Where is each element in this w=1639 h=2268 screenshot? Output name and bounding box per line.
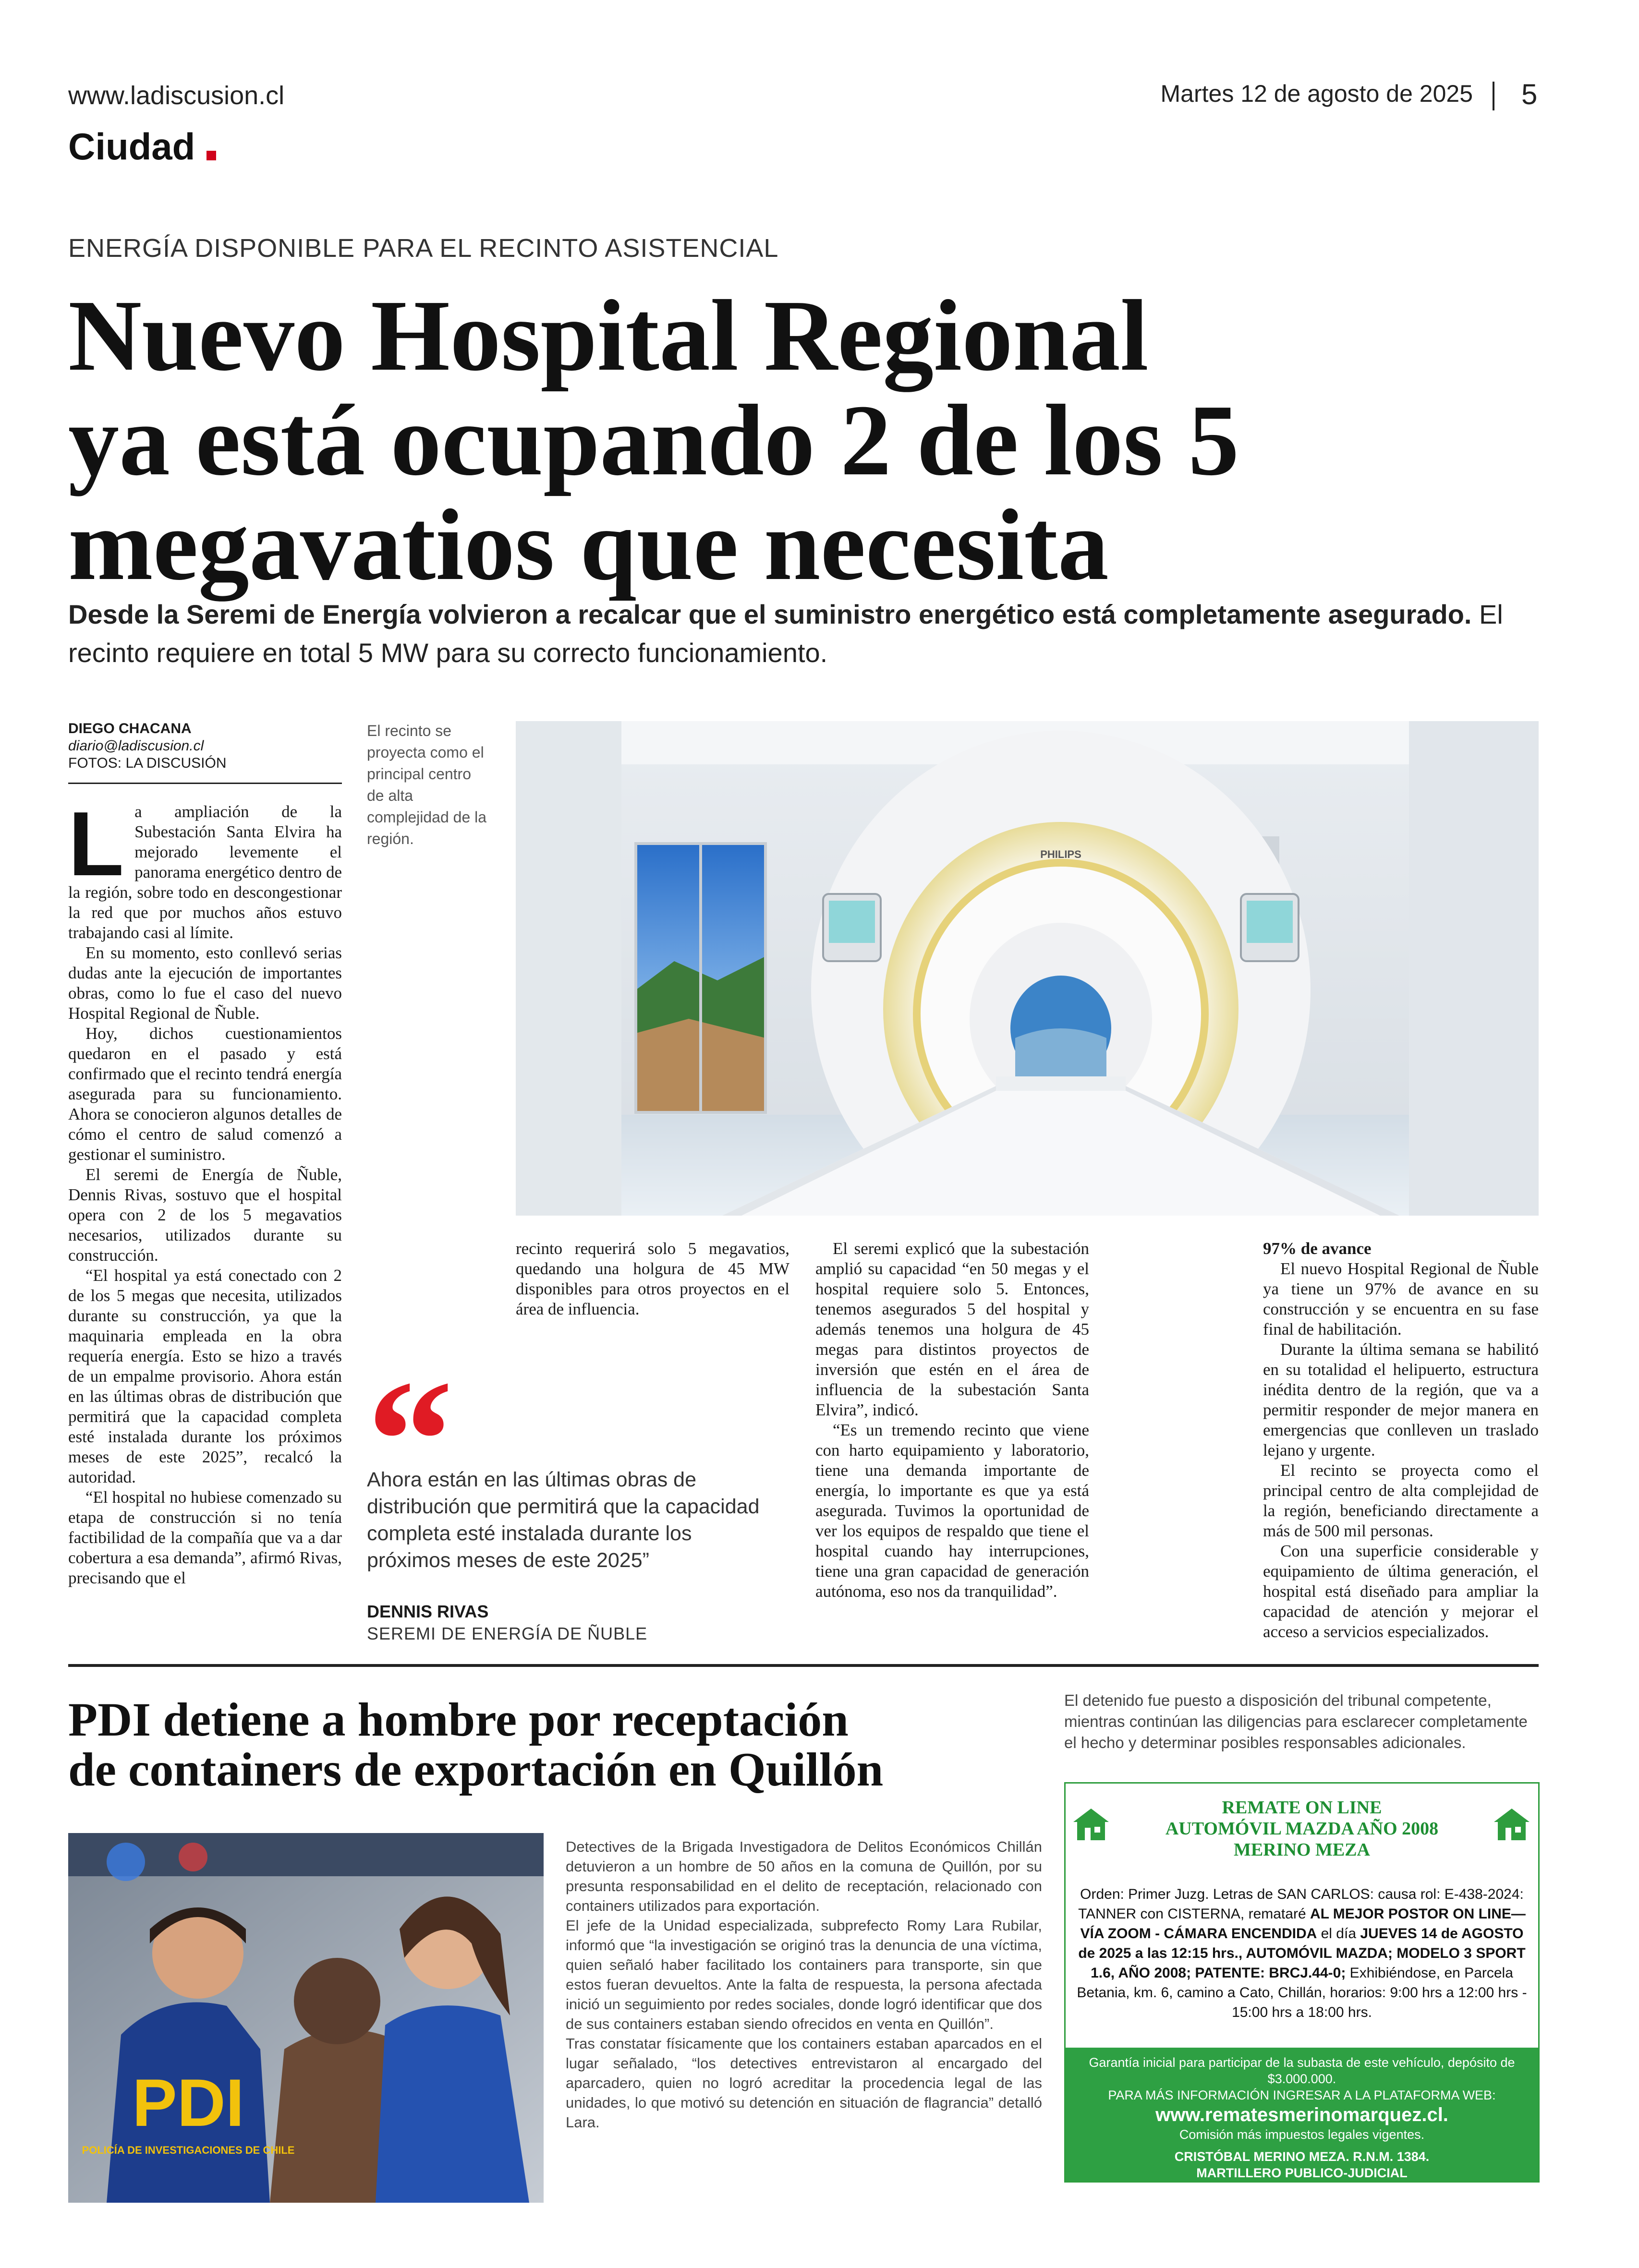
ad-text: Exhibiéndose, en Parcela Betania, km. 6, camino a Cato, Chillán, horarios: 9:00 hrs a 12:00 hrs - 15:00 hrs a 18:00 hrs. [1077,1965,1527,2020]
article-paragraph: El seremi explicó que la subestación amplió su capacidad “en 50 megas y el hospital requiere solo 5. Entonces, tenemos asegurados 5 del hospital y además tenemos una holgura de 45 megas para distintos proyectos de inversión que estén en el área de influencia de la subestación Santa Elvira”, indicó. [815,1239,1089,1419]
pull-quote: Ahora están en las últimas obras de distribución que permitirá que la capacidad completa esté instalada durante los próximos meses de este 2025” [367,1468,760,1572]
story-kicker: ENERGÍA DISPONIBLE PARA EL RECINTO ASISTENCIAL [68,234,779,263]
ad-title-line: AUTOMÓVIL MAZDA AÑO 2008 [1165,1819,1439,1839]
headline-line: Nuevo Hospital Regional [68,279,1149,392]
ad-signature: CONCURSAL FONO: 9-94515540 [1201,2182,1403,2196]
ad-website-link[interactable]: www.rematesmerinomarquez.cl. [1155,2104,1448,2125]
ad-text: el día [1317,1926,1360,1942]
pdi-sublabel: POLICÍA DE INVESTIGACIONES DE CHILE [82,2144,295,2156]
article-paragraph: En su momento, esto conllevó serias dudas ante la ejecución de importantes obras, como lo fue el caso del nuevo Hospital Regional de Ñuble. [68,943,342,1023]
pdi-photo [68,1833,544,2203]
ad-guarantee: Garantía inicial para participar de la subasta de este vehículo, depósito de $3.000.000. [1089,2055,1515,2086]
ad-footer [1066,2048,1538,2196]
auction-ad [1064,1782,1540,2196]
page-number: 5 [1521,78,1538,110]
article-paragraph: “Es un tremendo recinto que viene con harto equipamiento y laboratorio, tiene una demanda importante de energía, lo importante es que ya está asegurada. Tuvimos la oportunidad de ver los equipos de respaldo que tiene el hospital cuando hay interrupciones, tiene una gran capacidad de generación autónoma, eso nos da tranquilidad”. [815,1421,1089,1601]
article-paragraph: recinto requerirá solo 5 megavatios, quedando una holgura de 45 MW disponibles para otros proyectos en el área de influencia. [516,1239,789,1318]
ad-header [1066,1784,1538,1865]
quote-author: DENNIS RIVAS [367,1602,489,1621]
article-paragraph: El nuevo Hospital Regional de Ñuble ya tiene un 97% de avance en su construcción y se encuentra en su fase final de habilitación. [1263,1259,1539,1339]
main-headline [68,279,1509,601]
ad-body [1075,1884,1529,2022]
article-paragraph: “El hospital ya está conectado con 2 de los 5 megas que necesita, utilizados durante su construcción, ya que la maquinaria empleada en la obra requería energía. Esto se hizo a través de un empalme provisorio. Ahora están en las últimas obras de distribución que permitirá que la capacidad completa esté instalada durante los próximos meses de este 2025”, recalcó la autoridad. [68,1266,342,1486]
ad-text-bold: JUEVES 14 de AGOSTO de 2025 a las 12:15 hrs., AUTOMÓVIL MAZDA; MODELO 3 SPORT 1.6, AÑO 2008; PATENTE: BRCJ.44-0; [1078,1926,1526,1981]
section-dot [206,151,216,160]
issue-date: Martes 12 de agosto de 2025 [1160,80,1473,107]
article-column-3 [815,1239,1089,1602]
section-title: Ciudad [68,125,195,168]
mri-scanner-illustration [516,721,1539,1216]
author-name: DIEGO CHACANA [68,721,192,736]
header-separator [1493,82,1494,110]
drop-cap: L [68,793,124,895]
scanner-brand: PHILIPS [1040,848,1081,860]
article-paragraph: a ampliación de la Subestación Santa Elvira ha mejorado levemente el panorama energético dentro de la región, sobre todo en descongestionar la red que por muchos años estuvo trabajando casi al límite. [68,802,342,942]
article-paragraph: Durante la última semana se habilitó en su totalidad el helipuerto, estructura inédita dentro de la región, que va a permitir responder de mejor manera en emergencias que conlleven un traslado lejano y urgente. [1263,1340,1539,1460]
article-paragraph: Con una superficie considerable y equipamiento de última generación, el hospital está diseñado para ampliar la capacidad de atención y mejorar el acceso a servicios especializados. [1263,1542,1539,1641]
article-paragraph: “El hospital no hubiese comenzado su etapa de construcción si no tenía factibilidad de la compañía que va a dar cobertura a esa demanda”, afirmó Rivas, precisando que el [68,1488,342,1587]
ad-text: Orden: Primer Juzg. Letras de SAN CARLOS: causa rol: E-438-2024: TANNER con CISTERNA, remataré [1078,1886,1524,1922]
ad-commission: Comisión más impuestos legales vigentes. [1179,2127,1425,2142]
article-paragraph: El jefe de la Unidad especializada, subprefecto Romy Lara Rubilar, informó que “la investigación se originó tras la denuncia de una víctima, quien señaló haber facilitado los containers para transporte, sin que estos fueran devueltos. Ante la falta de respuesta, la persona afectada inició un seguimiento por redes sociales, donde logró identificar que dos de sus containers estaban siendo ofrecidos en venta en Quillón”. [566,1917,1042,2032]
subsection-title: 97% de avance [1263,1239,1372,1258]
headline-line: PDI detiene a hombre por receptación [68,1693,849,1746]
headline-line: de containers de exportación en Quillón [68,1743,884,1796]
pdi-caption: El detenido fue puesto a disposición del tribunal competente, mientras continúan las diligencias para esclarecer completamente el hecho y determinar posibles responsables adicionales. [1064,1691,1528,1751]
quote-icon: “ [367,1344,453,1536]
photo-caption: El recinto se proyecta como el principal centro de alta complejidad de la región. [367,722,487,847]
headline-line: ya está ocupando 2 de los 5 [68,384,1239,496]
article-paragraph: El recinto se proyecta como el principal centro de alta complejidad de la región, beneficiando directamente a más de 500 mil personas. [1263,1461,1539,1540]
pdi-officers-illustration [68,1833,544,2203]
byline-rule [68,783,342,784]
headline-line: megavatios que necesita [68,488,1109,601]
ad-signature: MARTILLERO PUBLICO-JUDICIAL [1196,2166,1408,2180]
site-url: www.ladiscusion.cl [68,81,285,110]
ad-info-label: PARA MÁS INFORMACIÓN INGRESAR A LA PLATAFORMA WEB: [1108,2088,1496,2102]
subheadline [68,595,1509,672]
ad-title-line: REMATE ON LINE [1222,1798,1382,1818]
subhead-bold: Desde la Seremi de Energía volvieron a recalcar que el suministro energético está completamente asegurado. [68,599,1472,629]
auction-house-icon [1491,1805,1532,1846]
pdi-article [566,1837,1042,2132]
photo-credit: FOTOS: LA DISCUSIÓN [68,755,227,771]
ad-title-line: MERINO MEZA [1234,1840,1370,1860]
article-paragraph: Tras constatar físicamente que los containers estaban aparcados en el lugar señalado, “los detectives entrevistaron al encargado del aparcadero, quien no logró acreditar la procedencia legal de las unidades, lo que motivó su detención en situación de flagrancia” detalló Lara. [566,2035,1042,2131]
article-paragraph: Detectives de la Brigada Investigadora de Delitos Económicos Chillán detuvieron a un hombre de 50 años en la comuna de Quillón, por su presunta responsabilidad en el delito de receptación, relacionado con containers utilizados para exportación. [566,1838,1042,1914]
ad-title [1066,1797,1538,1860]
subhead-rest: El recinto requiere en total 5 MW para su correcto funcionamiento. [68,599,1503,668]
author-email: diario@ladiscusion.cl [68,738,204,754]
quote-role: SEREMI DE ENERGÍA DE ÑUBLE [367,1624,648,1643]
pdi-label: PDI [132,2065,244,2140]
article-column-4 [1263,1239,1539,1642]
ad-text-bold: AL MEJOR POSTOR ON LINE—VÍA ZOOM - CÁMARA ENCENDIDA [1080,1906,1526,1942]
article-column-1 [68,793,342,1588]
story-divider [68,1664,1539,1667]
article-paragraph: Hoy, dichos cuestionamientos quedaron en el pasado y está confirmado que el recinto tendrá energía asegurada para su funcionamiento. Ahora se conocieron algunos detalles de cómo el centro de salud comenzó a gestionar el suministro. [68,1024,342,1164]
article-paragraph: El seremi de Energía de Ñuble, Dennis Rivas, sostuvo que el hospital opera con 2 de los 5 megavatios necesarios, utilizados durante su construcción. [68,1165,342,1265]
byline [68,720,342,772]
article-column-2 [516,1239,789,1319]
ad-signature: CRISTÓBAL MERINO MEZA. R.N.M. 1384. [1174,2149,1430,2164]
mri-photo [516,721,1539,1216]
pdi-headline [68,1695,1053,1795]
